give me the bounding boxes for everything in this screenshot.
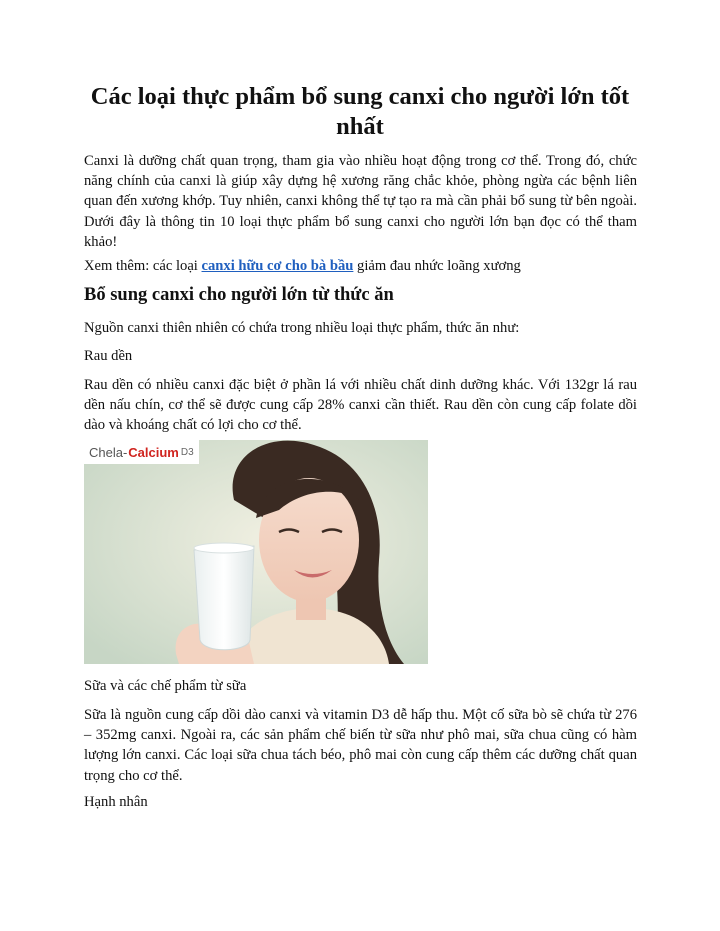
glass-rim <box>194 543 254 553</box>
milk-glass <box>194 546 254 650</box>
brand-logo <box>84 440 199 464</box>
item-title-hanh-nhan: Hạnh nhân <box>84 794 148 810</box>
see-also-line <box>84 256 637 276</box>
photo-illustration <box>84 440 428 664</box>
brand-logo-part1: Chela- <box>89 444 128 460</box>
item-title-rau-den: Rau dền <box>84 348 133 364</box>
brand-logo-part3: D3 <box>180 446 194 458</box>
item-text-sua: Sữa là nguồn cung cấp dồi dào canxi và vitamin D3 dễ hấp thu. Một cố sữa bò sẽ chứa từ 276 – 352mg canxi. Ngoài ra, các sản phẩm chế biến từ sữa như phô mai, sữa chua cũng có hàm lượng lớn canxi. Các loại sữa chua tách béo, phô mai còn cung cấp thêm các dưỡng chất quan trọng cho cơ thể. <box>84 707 637 784</box>
item-text-rau-den: Rau dền có nhiều canxi đặc biệt ở phần lá với nhiều chất dinh dưỡng khác. Với 132gr lá rau dền nấu chín, cơ thể sẽ được cung cấp 28% canxi cần thiết. Rau dền còn cung cấp folate dồi dào và khoáng chất có lợi cho cơ thể. <box>84 377 637 434</box>
page-title: Các loại thực phẩm bổ sung canxi cho người lớn tốt nhất <box>90 83 630 140</box>
woman-drinking-milk-image <box>84 440 428 664</box>
item-title-sua: Sữa và các chế phẩm từ sữa <box>84 678 247 694</box>
intro-paragraph: Canxi là dưỡng chất quan trọng, tham gia vào nhiều hoạt động trong cơ thể. Trong đó, chức năng chính của canxi là giúp xây dựng hệ xương răng chắc khỏe, phòng ngừa các bệnh liên quan đến xương khớp. Tuy nhiên, canxi không thể tự tạo ra mà cần phải bổ sung từ bên ngoài. Dưới đây là thông tin 10 loại thực phẩm bổ sung canxi cho người lớn bạn đọc có thể tham khảo! <box>84 153 637 250</box>
brand-logo-part2: Calcium <box>128 444 179 460</box>
see-also-prefix: Xem thêm: các loại <box>84 258 202 274</box>
section-heading: Bổ sung canxi cho người lớn từ thức ăn <box>84 285 394 305</box>
see-also-suffix: giảm đau nhức loãng xương <box>353 258 521 274</box>
see-also-link[interactable]: canxi hữu cơ cho bà bầu <box>201 258 354 274</box>
section-intro: Nguồn canxi thiên nhiên có chứa trong nhiều loại thực phẩm, thức ăn như: <box>84 320 520 336</box>
